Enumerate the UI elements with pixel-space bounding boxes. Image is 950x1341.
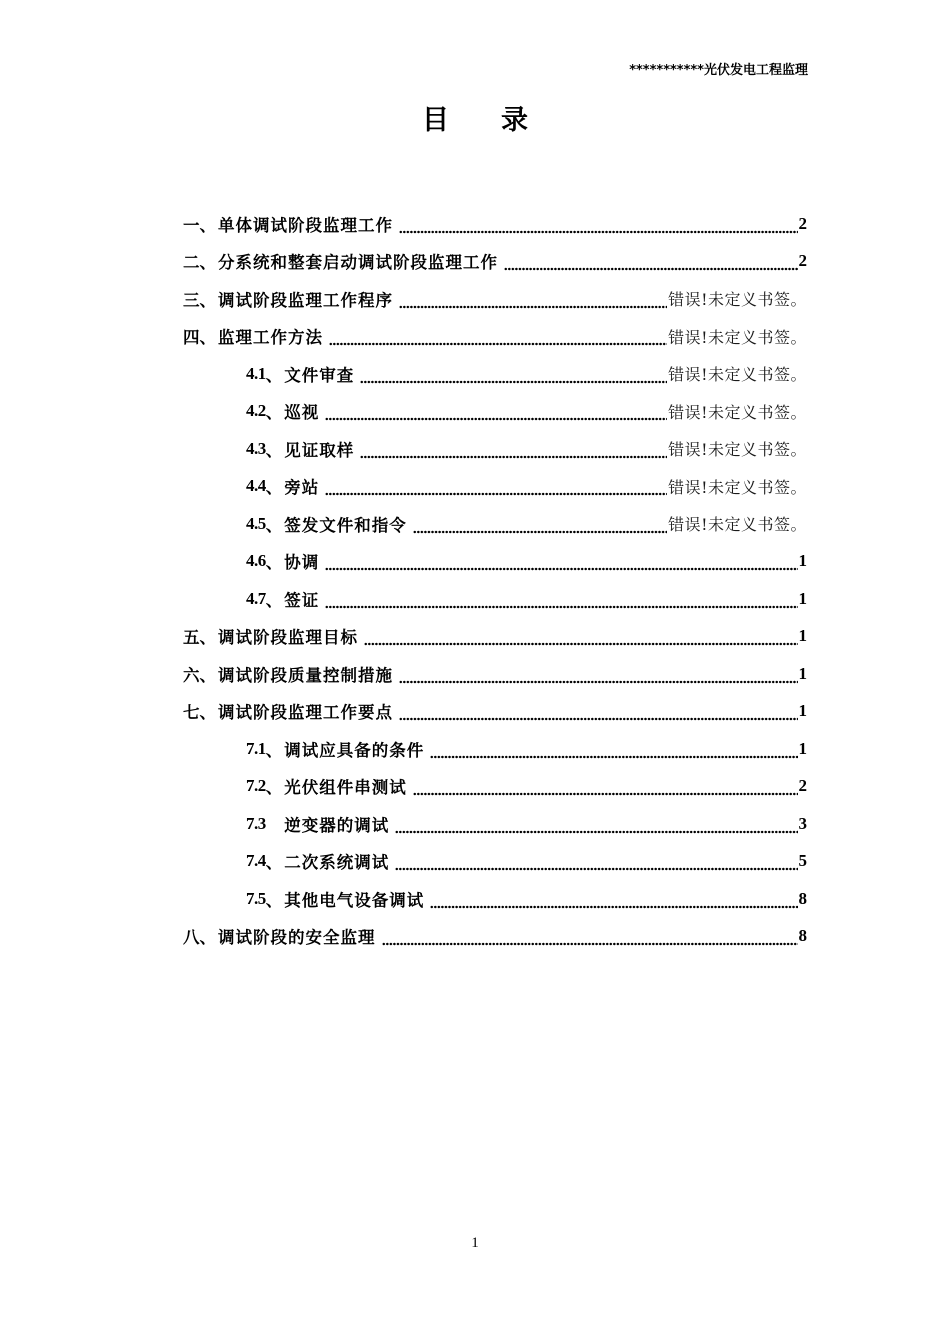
toc-entry-number: 五 [183, 628, 200, 648]
toc-entry-label: 协调 [284, 553, 320, 573]
toc-entry-page: 8 [798, 926, 807, 946]
dot-leader [360, 370, 667, 384]
toc-entry-bookmark-error: 错误!未定义书签。 [668, 515, 807, 535]
dot-leader [360, 445, 667, 459]
toc-entry-label: 调试阶段监理工作要点 [218, 703, 393, 723]
toc-entry-page: 1 [798, 551, 807, 571]
toc-entry-number: 4.6 [246, 551, 266, 571]
toc-entry[interactable] [183, 468, 807, 506]
toc-entry-number: 7.4 [246, 851, 266, 871]
dot-leader [399, 670, 798, 684]
dot-leader [413, 782, 798, 796]
toc-entry-bookmark-error: 错误!未定义书签。 [668, 477, 807, 497]
toc-entry-label: 监理工作方法 [218, 328, 323, 348]
toc-entry-separator: 、 [265, 590, 283, 610]
toc-entry-label: 文件审查 [284, 365, 355, 385]
toc-entry-label: 见证取样 [284, 440, 355, 460]
toc-entry-number: 4.1 [246, 363, 266, 383]
toc-entry[interactable] [183, 205, 807, 243]
toc-entry-separator: 、 [199, 290, 216, 310]
toc-entry[interactable] [183, 693, 807, 731]
toc-entry-number: 7.3 [246, 813, 266, 833]
toc-entry[interactable] [183, 243, 807, 281]
toc-entry[interactable] [183, 843, 807, 881]
page-number: 1 [471, 1235, 479, 1251]
toc-entry-page: 1 [798, 738, 807, 758]
toc-entry-separator: 、 [199, 665, 216, 685]
toc-entry-number: 八 [183, 928, 200, 948]
toc-entry-number: 4.5 [246, 513, 266, 533]
toc-entry-separator: 、 [265, 478, 283, 498]
toc-entry-number: 4.2 [246, 401, 266, 421]
toc-entry-separator: 、 [265, 515, 283, 535]
toc-entry-label: 调试阶段监理工作程序 [218, 290, 393, 310]
toc-entry-label: 签证 [284, 590, 320, 610]
toc-entry-bookmark-error: 错误!未定义书签。 [668, 402, 807, 422]
toc-entry-separator: 、 [199, 215, 216, 235]
toc-entry-page: 8 [798, 888, 807, 908]
toc-entry-separator: 、 [265, 440, 283, 460]
toc-entry-label: 调试应具备的条件 [284, 740, 425, 760]
toc-entry-bookmark-error: 错误!未定义书签。 [668, 327, 807, 347]
toc-entry-separator [266, 812, 283, 836]
toc-entry[interactable] [183, 355, 807, 393]
toc-entry-number: 七 [183, 703, 200, 723]
title-char-2: 录 [501, 105, 528, 136]
toc-entry[interactable] [183, 430, 807, 468]
toc-entry[interactable] [183, 918, 807, 956]
toc-entry-page: 5 [798, 851, 807, 871]
toc-entry-page: 1 [798, 588, 807, 608]
toc-entry-number: 7.5 [246, 888, 266, 908]
toc-entry-number: 4.7 [246, 588, 266, 608]
toc-entry-separator: 、 [265, 778, 283, 798]
toc-entry-label: 二次系统调试 [284, 853, 390, 873]
toc-entry-label: 光伏组件串测试 [284, 778, 407, 798]
toc-entry-separator: 、 [199, 628, 216, 648]
toc-entry[interactable] [183, 805, 807, 843]
toc-entry-page: 2 [798, 251, 807, 271]
toc-entry-bookmark-error: 错误!未定义书签。 [668, 440, 807, 460]
toc-entry[interactable] [183, 730, 807, 768]
toc-entry-separator: 、 [265, 403, 283, 423]
dot-leader [413, 520, 667, 534]
dot-leader [325, 557, 797, 571]
table-of-contents [183, 205, 807, 955]
toc-entry[interactable] [183, 318, 807, 356]
toc-entry-page: 1 [798, 663, 807, 683]
toc-entry-page: 2 [798, 776, 807, 796]
toc-entry[interactable] [183, 393, 807, 431]
dot-leader [395, 820, 797, 834]
toc-entry-page: 3 [798, 813, 807, 833]
toc-entry-number: 二 [183, 253, 200, 273]
toc-entry[interactable] [183, 655, 807, 693]
toc-entry[interactable] [183, 543, 807, 581]
title-char-1: 目 [422, 105, 449, 136]
toc-entry-bookmark-error: 错误!未定义书签。 [668, 365, 807, 385]
toc-entry-number: 三 [183, 290, 200, 310]
toc-entry-separator: 、 [265, 553, 283, 573]
toc-entry[interactable] [183, 280, 807, 318]
toc-entry-number: 7.2 [246, 776, 266, 796]
dot-leader [399, 295, 667, 309]
toc-entry-label: 签发文件和指令 [284, 515, 407, 535]
toc-entry-separator: 、 [199, 253, 216, 273]
page-title [0, 98, 950, 137]
toc-entry-number: 7.1 [246, 738, 266, 758]
toc-entry-label: 分系统和整套启动调试阶段监理工作 [218, 253, 498, 273]
dot-leader [395, 857, 797, 871]
dot-leader [325, 595, 797, 609]
toc-entry[interactable] [183, 768, 807, 806]
toc-entry-separator: 、 [265, 365, 283, 385]
toc-entry-label: 调试阶段质量控制措施 [218, 665, 393, 685]
toc-entry-separator: 、 [199, 703, 216, 723]
toc-entry-label: 单体调试阶段监理工作 [218, 215, 393, 235]
toc-entry-number: 4.4 [246, 476, 266, 496]
toc-entry-label: 旁站 [284, 478, 320, 498]
toc-entry-page: 1 [798, 626, 807, 646]
running-header: ***********光伏发电工程监理 [629, 63, 808, 78]
toc-entry[interactable] [183, 505, 807, 543]
toc-entry-separator: 、 [199, 928, 216, 948]
dot-leader [325, 482, 667, 496]
toc-entry[interactable] [183, 618, 807, 656]
toc-entry[interactable] [183, 880, 807, 918]
toc-entry-number: 一 [183, 215, 200, 235]
dot-leader [399, 707, 798, 721]
toc-entry-page: 2 [798, 213, 807, 233]
toc-entry-label: 其他电气设备调试 [284, 890, 425, 910]
toc-entry-separator: 、 [265, 740, 283, 760]
toc-entry-bookmark-error: 错误!未定义书签。 [668, 290, 807, 310]
toc-entry-label: 逆变器的调试 [284, 815, 390, 835]
dot-leader [504, 257, 798, 271]
dot-leader [329, 332, 667, 346]
toc-entry-separator: 、 [265, 890, 283, 910]
toc-entry-number: 4.3 [246, 438, 266, 458]
toc-entry-label: 调试阶段的安全监理 [218, 928, 376, 948]
dot-leader [399, 220, 798, 234]
toc-entry[interactable] [183, 580, 807, 618]
dot-leader [430, 895, 797, 909]
dot-leader [364, 632, 798, 646]
dot-leader [325, 407, 667, 421]
toc-entry-label: 巡视 [284, 403, 320, 423]
toc-entry-separator: 、 [199, 328, 216, 348]
dot-leader [430, 745, 797, 759]
dot-leader [382, 932, 798, 946]
toc-entry-number: 四 [183, 328, 200, 348]
toc-entry-label: 调试阶段监理目标 [218, 628, 358, 648]
toc-entry-number: 六 [183, 665, 200, 685]
toc-entry-page: 1 [798, 701, 807, 721]
toc-entry-separator: 、 [265, 853, 283, 873]
